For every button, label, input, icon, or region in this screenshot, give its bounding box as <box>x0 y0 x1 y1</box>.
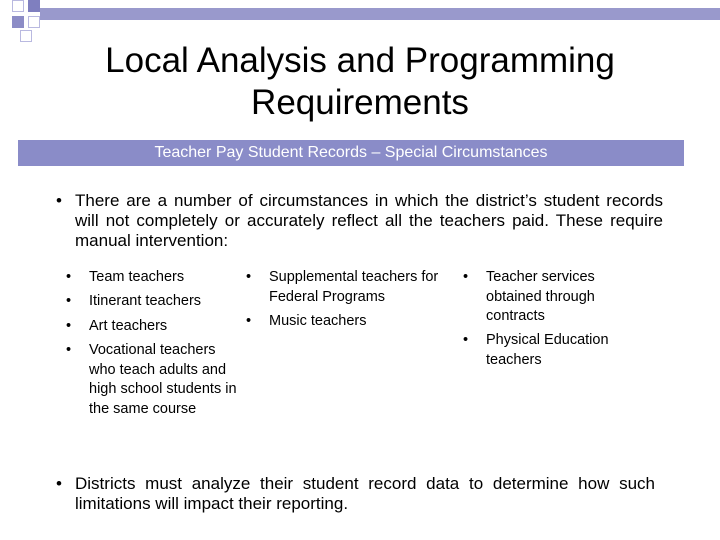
bullet-dot: • <box>246 313 252 329</box>
list-item-text: Teacher services obtained through contracts <box>486 269 595 324</box>
closing-bullet <box>56 474 666 518</box>
slide-title-line1: Local Analysis and Programming <box>105 41 615 80</box>
corner-square-outline <box>28 16 40 28</box>
corner-square-filled <box>28 0 40 12</box>
bullet-dot: • <box>66 293 72 309</box>
list-item-text: Vocational teachers who teach adults and high school students in the same course <box>89 342 237 417</box>
bullet-dot: • <box>463 332 469 348</box>
bullet-dot: • <box>246 269 252 285</box>
bullet-dot: • <box>66 318 72 334</box>
header-bar <box>40 8 720 20</box>
closing-bullet-text: Districts must analyze their student record data to determine how such limitations will impact their reporting. <box>75 474 655 513</box>
corner-square-outline <box>20 30 32 42</box>
main-bullet <box>56 191 666 253</box>
list-item-text: Music teachers <box>269 313 367 329</box>
bullet-dot: • <box>463 269 469 285</box>
corner-square-outline <box>12 0 24 12</box>
bullet-dot: • <box>66 342 72 358</box>
list-item-text: Art teachers <box>89 318 168 334</box>
bullet-dot: • <box>66 269 72 285</box>
list-item-text: Supplemental teachers for Federal Programs <box>269 269 439 305</box>
bullet-dot: • <box>56 191 62 210</box>
list-item-text: Itinerant teachers <box>89 293 202 309</box>
section-banner: Teacher Pay Student Records – Special Circumstances <box>18 140 684 166</box>
list-item-text: Physical Education teachers <box>486 332 609 368</box>
slide-title <box>40 40 680 124</box>
bullet-dot: • <box>56 474 62 493</box>
main-bullet-text: There are a number of circumstances in which the district’s student records will not completely or accurately reflect all the teachers paid. These require manual intervention: <box>75 191 663 250</box>
slide-title-line2: Requirements <box>251 83 469 122</box>
corner-square-filled <box>12 16 24 28</box>
list-item-text: Team teachers <box>89 269 185 285</box>
